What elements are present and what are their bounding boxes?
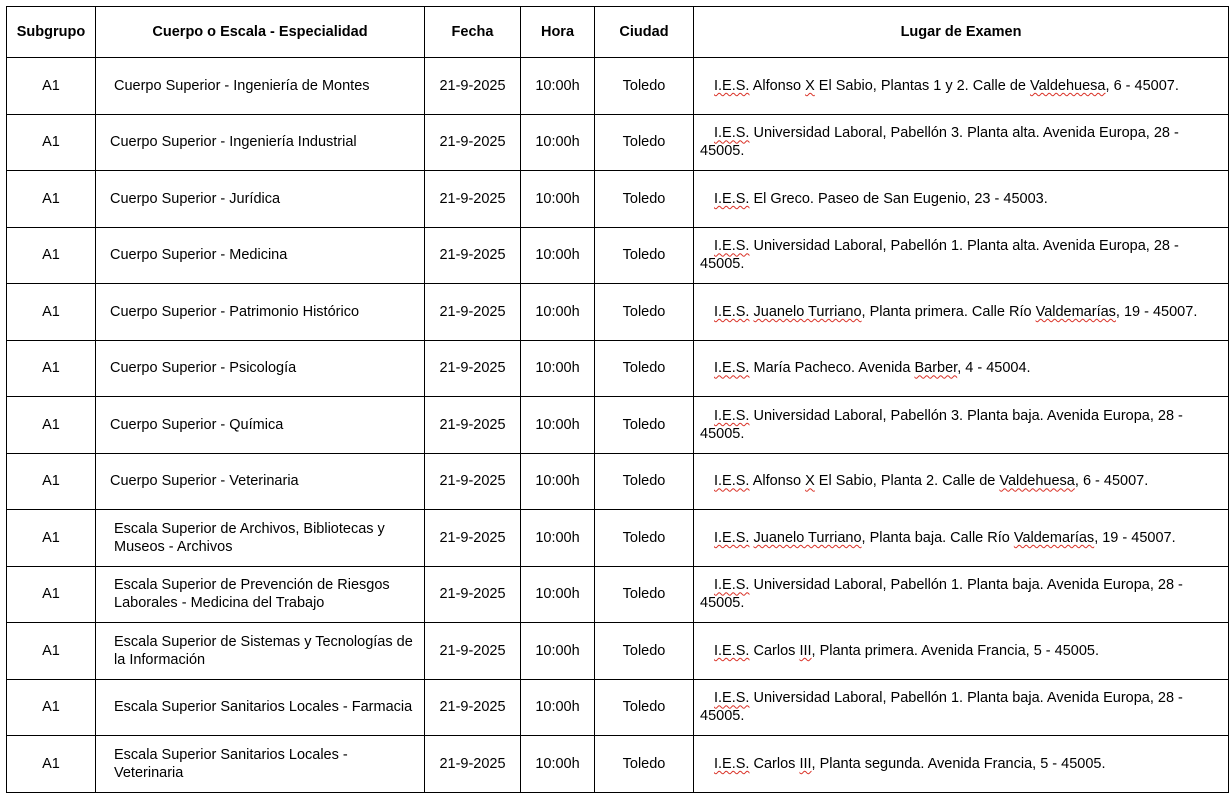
cell-subgrupo: A1: [7, 340, 96, 397]
cell-subgrupo: A1: [7, 171, 96, 228]
cell-especialidad: Cuerpo Superior - Psicología: [96, 340, 425, 397]
cell-fecha: 21-9-2025: [425, 284, 521, 341]
table-row: [7, 510, 1229, 567]
spellcheck-word: I.E.S.: [714, 755, 750, 772]
table-row: [7, 679, 1229, 736]
indent-space: [700, 304, 714, 320]
cell-ciudad: Toledo: [595, 284, 694, 341]
address-text: El Sabio, Planta 2. Calle de: [814, 473, 1000, 490]
address-text: , Planta primera. Avenida Francia, 5 - 45005.: [811, 642, 1100, 659]
spellcheck-word: I.E.S.: [714, 529, 750, 546]
exam-locations-document: [6, 6, 1229, 793]
table-row: [7, 623, 1229, 680]
indent-space: [700, 643, 714, 659]
header-subgrupo: Subgrupo: [7, 7, 96, 58]
address-text: , 4 - 45004.: [957, 360, 1031, 377]
cell-lugar: [694, 114, 1229, 171]
address-text: María Pacheco. Avenida: [749, 360, 915, 377]
spellcheck-word: Juanelo Turriano: [753, 303, 862, 320]
cell-fecha: 21-9-2025: [425, 171, 521, 228]
header-fecha: Fecha: [425, 7, 521, 58]
spellcheck-word: I.E.S.: [714, 642, 750, 659]
cell-fecha: 21-9-2025: [425, 679, 521, 736]
cell-fecha: 21-9-2025: [425, 453, 521, 510]
address-text: Universidad Laboral, Pabellón 3. Planta alta. Avenida Europa, 28 - 45005.: [700, 125, 1179, 160]
cell-hora: 10:00h: [521, 114, 595, 171]
table-row: [7, 453, 1229, 510]
address-text: , 19 - 45007.: [1115, 303, 1198, 320]
cell-fecha: 21-9-2025: [425, 566, 521, 623]
address-text: Universidad Laboral, Pabellón 1. Planta alta. Avenida Europa, 28 - 45005.: [700, 238, 1179, 273]
cell-fecha: 21-9-2025: [425, 510, 521, 567]
address-text: El Greco. Paseo de San Eugenio, 23 - 45003.: [749, 190, 1048, 207]
cell-especialidad: Cuerpo Superior - Ingeniería Industrial: [96, 114, 425, 171]
table-row: [7, 171, 1229, 228]
table-header-row: [7, 7, 1229, 58]
cell-ciudad: Toledo: [595, 58, 694, 115]
address-text: , Planta baja. Calle Río: [861, 529, 1014, 546]
cell-subgrupo: A1: [7, 736, 96, 793]
indent-space: [700, 360, 714, 376]
cell-lugar: [694, 510, 1229, 567]
table-row: [7, 284, 1229, 341]
indent-space: [700, 756, 714, 772]
cell-subgrupo: A1: [7, 510, 96, 567]
address-text: Carlos: [749, 642, 800, 659]
cell-subgrupo: A1: [7, 679, 96, 736]
cell-fecha: 21-9-2025: [425, 397, 521, 454]
spellcheck-word: Barber: [914, 360, 958, 377]
address-text: Universidad Laboral, Pabellón 1. Planta baja. Avenida Europa, 28 - 45005.: [700, 577, 1183, 612]
indent-space: [700, 125, 714, 141]
address-text: , 6 - 45007.: [1105, 77, 1179, 94]
cell-lugar: [694, 736, 1229, 793]
cell-hora: 10:00h: [521, 736, 595, 793]
cell-fecha: 21-9-2025: [425, 114, 521, 171]
cell-subgrupo: A1: [7, 227, 96, 284]
spellcheck-word: I.E.S.: [714, 238, 750, 255]
cell-especialidad: Escala Superior de Prevención de Riesgos Laborales - Medicina del Trabajo: [96, 566, 425, 623]
indent-space: [700, 238, 714, 254]
cell-ciudad: Toledo: [595, 114, 694, 171]
cell-especialidad: Escala Superior Sanitarios Locales - Veterinaria: [96, 736, 425, 793]
spellcheck-word: I.E.S.: [714, 190, 750, 207]
spellcheck-word: Valdehuesa: [999, 473, 1075, 490]
cell-ciudad: Toledo: [595, 227, 694, 284]
cell-especialidad: Cuerpo Superior - Veterinaria: [96, 453, 425, 510]
header-especialidad: Cuerpo o Escala - Especialidad: [96, 7, 425, 58]
spellcheck-word: III: [799, 755, 812, 772]
cell-hora: 10:00h: [521, 340, 595, 397]
cell-fecha: 21-9-2025: [425, 227, 521, 284]
cell-hora: 10:00h: [521, 679, 595, 736]
cell-ciudad: Toledo: [595, 171, 694, 228]
indent-space: [700, 577, 714, 593]
cell-hora: 10:00h: [521, 453, 595, 510]
cell-hora: 10:00h: [521, 397, 595, 454]
spellcheck-word: Valdemarías: [1035, 303, 1116, 320]
address-text: Alfonso: [749, 473, 806, 490]
address-text: , 6 - 45007.: [1074, 473, 1149, 490]
cell-hora: 10:00h: [521, 227, 595, 284]
table-row: [7, 566, 1229, 623]
spellcheck-word: I.E.S.: [714, 473, 750, 490]
cell-hora: 10:00h: [521, 171, 595, 228]
exam-locations-table: [6, 6, 1229, 793]
cell-ciudad: Toledo: [595, 623, 694, 680]
cell-lugar: [694, 284, 1229, 341]
address-text: , Planta primera. Calle Río: [861, 303, 1036, 320]
cell-fecha: 21-9-2025: [425, 58, 521, 115]
cell-lugar: [694, 58, 1229, 115]
cell-subgrupo: A1: [7, 397, 96, 454]
cell-ciudad: Toledo: [595, 453, 694, 510]
cell-especialidad: Cuerpo Superior - Jurídica: [96, 171, 425, 228]
cell-fecha: 21-9-2025: [425, 623, 521, 680]
cell-subgrupo: A1: [7, 566, 96, 623]
cell-subgrupo: A1: [7, 284, 96, 341]
cell-lugar: [694, 566, 1229, 623]
cell-ciudad: Toledo: [595, 679, 694, 736]
spellcheck-word: III: [799, 642, 812, 659]
cell-especialidad: Escala Superior Sanitarios Locales - Farmacia: [96, 679, 425, 736]
indent-space: [700, 191, 714, 207]
cell-hora: 10:00h: [521, 566, 595, 623]
cell-ciudad: Toledo: [595, 340, 694, 397]
cell-ciudad: Toledo: [595, 510, 694, 567]
cell-lugar: [694, 227, 1229, 284]
indent-space: [700, 473, 714, 489]
cell-subgrupo: A1: [7, 58, 96, 115]
address-text: El Sabio, Plantas 1 y 2. Calle de: [814, 77, 1030, 94]
indent-space: [700, 530, 714, 546]
spellcheck-word: Valdemarías: [1013, 529, 1095, 546]
header-lugar: Lugar de Examen: [694, 7, 1229, 58]
cell-lugar: [694, 340, 1229, 397]
cell-ciudad: Toledo: [595, 397, 694, 454]
cell-lugar: [694, 397, 1229, 454]
cell-lugar: [694, 453, 1229, 510]
cell-fecha: 21-9-2025: [425, 736, 521, 793]
spellcheck-word: X: [805, 77, 815, 94]
cell-hora: 10:00h: [521, 58, 595, 115]
header-hora: Hora: [521, 7, 595, 58]
cell-ciudad: Toledo: [595, 566, 694, 623]
spellcheck-word: I.E.S.: [714, 125, 750, 142]
table-row: [7, 227, 1229, 284]
cell-especialidad: Cuerpo Superior - Ingeniería de Montes: [96, 58, 425, 115]
cell-fecha: 21-9-2025: [425, 340, 521, 397]
cell-hora: 10:00h: [521, 284, 595, 341]
cell-lugar: [694, 171, 1229, 228]
cell-especialidad: Escala Superior de Sistemas y Tecnologías de la Información: [96, 623, 425, 680]
table-row: [7, 58, 1229, 115]
spellcheck-word: Valdehuesa: [1029, 77, 1106, 94]
cell-especialidad: Escala Superior de Archivos, Bibliotecas y Museos - Archivos: [96, 510, 425, 567]
table-row: [7, 736, 1229, 793]
address-text: Universidad Laboral, Pabellón 3. Planta baja. Avenida Europa, 28 - 45005.: [700, 407, 1183, 442]
indent-space: [700, 690, 714, 706]
table-row: [7, 114, 1229, 171]
address-text: Alfonso: [749, 77, 806, 94]
spellcheck-word: I.E.S.: [714, 360, 750, 377]
address-text: , 19 - 45007.: [1094, 529, 1176, 546]
spellcheck-word: I.E.S.: [714, 577, 750, 594]
spellcheck-word: Juanelo Turriano: [753, 529, 862, 546]
table-row: [7, 340, 1229, 397]
cell-especialidad: Cuerpo Superior - Patrimonio Histórico: [96, 284, 425, 341]
cell-hora: 10:00h: [521, 510, 595, 567]
cell-subgrupo: A1: [7, 114, 96, 171]
cell-subgrupo: A1: [7, 453, 96, 510]
address-text: , Planta segunda. Avenida Francia, 5 - 45005.: [811, 755, 1106, 772]
address-text: Carlos: [749, 755, 800, 772]
spellcheck-word: I.E.S.: [714, 303, 750, 320]
cell-subgrupo: A1: [7, 623, 96, 680]
spellcheck-word: I.E.S.: [714, 690, 750, 707]
spellcheck-word: I.E.S.: [714, 77, 750, 94]
spellcheck-word: I.E.S.: [714, 407, 750, 424]
cell-lugar: [694, 623, 1229, 680]
cell-lugar: [694, 679, 1229, 736]
cell-especialidad: Cuerpo Superior - Química: [96, 397, 425, 454]
table-row: [7, 397, 1229, 454]
header-ciudad: Ciudad: [595, 7, 694, 58]
table-body: [7, 58, 1229, 793]
cell-hora: 10:00h: [521, 623, 595, 680]
cell-ciudad: Toledo: [595, 736, 694, 793]
indent-space: [700, 408, 714, 424]
spellcheck-word: X: [805, 473, 815, 490]
cell-especialidad: Cuerpo Superior - Medicina: [96, 227, 425, 284]
indent-space: [700, 78, 714, 94]
address-text: Universidad Laboral, Pabellón 1. Planta baja. Avenida Europa, 28 - 45005.: [700, 690, 1183, 725]
